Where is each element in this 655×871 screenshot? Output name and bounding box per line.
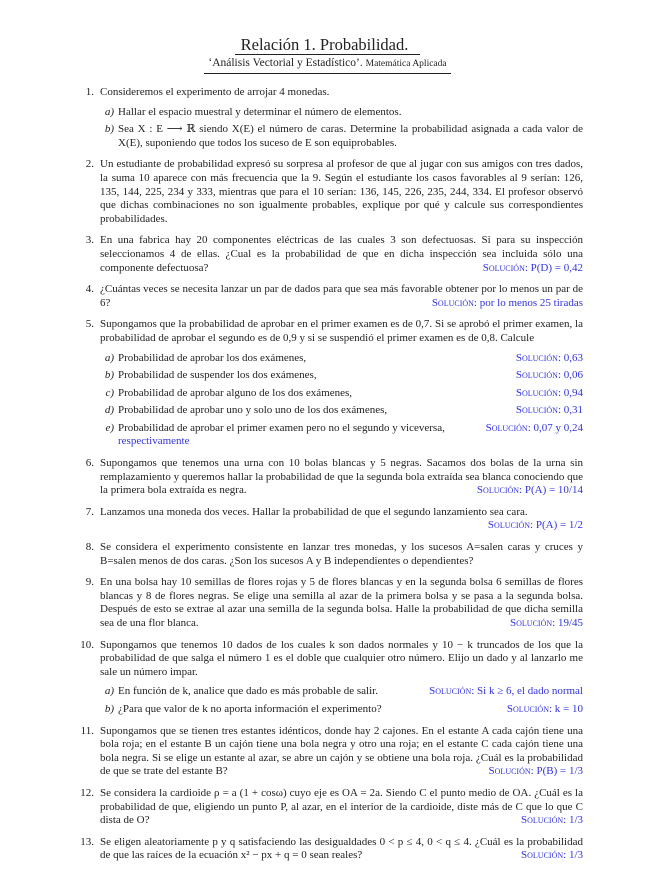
exercise-10b: [104, 702, 583, 717]
solution-label: Solución:: [482, 261, 528, 274]
exercise-13: [80, 835, 583, 863]
subitem-letter: a): [104, 685, 114, 698]
solution-label: Solución:: [515, 386, 561, 399]
solution: [516, 352, 583, 366]
exercise-number: 5.: [85, 318, 94, 331]
subitem-letter: d): [104, 404, 114, 417]
subitem-letter: b): [104, 123, 114, 136]
solution-label: Solución:: [515, 404, 561, 417]
solution-value: P(A) = 10/14: [524, 484, 583, 497]
solution-value: 1/3: [568, 814, 583, 827]
solution: [516, 404, 583, 418]
subitem-text: Sea X : E ⟶ ℝ siendo X(E) el número de caras. Determine la probabilidad asignada a cada valor de X(E), suponiendo que todos los suceso de E son equiprobables.: [118, 123, 583, 149]
subitem-text: Probabilidad de aprobar los dos exámenes,: [118, 351, 307, 364]
exercise-11: [80, 724, 583, 779]
subitem-text: Probabilidad de suspender los dos exámenes,: [118, 369, 317, 382]
exercise-number: 3.: [85, 234, 94, 247]
exercise-number: 7.: [85, 505, 94, 518]
exercise-number: 6.: [85, 457, 94, 470]
exercise-5e: [105, 421, 583, 449]
exercise-text: En una bolsa hay 10 semillas de flores rojas y 5 de flores blancas y en la segunda bolsa 6 semillas de flores blancas y 8 de flores negras. Se elige una semilla al azar de la primera bolsa y se pasa a la segunda bolsa. Después de esto se extrae al azar una semilla de la segunda bolsa. Halle la probabilidad de que dicha semilla sea de una flor blanca.: [100, 576, 583, 629]
solution-label: Solución:: [515, 351, 561, 364]
subitem-letter: a): [104, 351, 114, 364]
exercise-number: 2.: [85, 158, 94, 171]
exercise-12: [80, 786, 583, 828]
exercise-number: 10.: [80, 638, 94, 651]
exercise-number: 4.: [85, 283, 94, 296]
exercise-number: 12.: [80, 786, 94, 799]
exercise-text: Supongamos que la probabilidad de aprobar en el primer examen es de 0,7. Si se aprobó el primer examen, la probabilidad de aprobar el segundo es de 0,9 y si se suspendió el primer examen es de 0,8. Calcule: [100, 318, 583, 344]
subitem-letter: c): [105, 386, 114, 399]
solution-label: Solución:: [506, 702, 553, 715]
exercise-text: Se eligen aleatoriamente p y q satisfaciendo las desigualdades 0 < p ≤ 4, 0 < q ≤ 4. ¿Cuál es la probabilidad de que las raíces de la ecuación x² − px + q = 0 sean reales?: [100, 835, 583, 862]
solution: [516, 387, 583, 401]
solution-continuation: respectivamente: [118, 435, 190, 448]
solution-label: Solución:: [431, 296, 477, 309]
exercise-1a: [104, 105, 583, 120]
course-name: ‘Análisis Vectorial y Estadístico’.: [208, 57, 363, 69]
solution: [432, 297, 583, 311]
solution: [516, 369, 583, 383]
solution-label: Solución:: [488, 765, 534, 778]
solution: [521, 849, 583, 863]
subitem-letter: a): [104, 105, 114, 118]
subitem-text: Hallar el espacio muestral y determinar el número de elementos.: [118, 105, 402, 118]
exercise-5a: [104, 351, 583, 366]
exercise-1: [85, 86, 583, 150]
subitem-text: ¿Para que valor de k no aporta información el experimento?: [118, 702, 382, 715]
solution-label: Solución:: [429, 685, 475, 698]
exercise-text: Se considera la cardioide ρ = a (1 + cosω) cuyo eje es OA = 2a. Siendo C el punto medio de OA. ¿Cuál es la probabilidad de que, eligiendo un punto P, al azar, en el interior de la cardioide, diste más de C que lo que C dista de O?: [100, 786, 583, 827]
exercise-number: 1.: [85, 86, 94, 98]
exercise-list: [80, 86, 583, 863]
exercise-text: ¿Cuántas veces se necesita lanzar un par de dados para que sea más favorable obtener por lo menos un par de 6?: [100, 283, 583, 309]
exercise-1b: [104, 123, 583, 150]
solution: [507, 703, 583, 717]
exercise-number: 8.: [85, 541, 94, 554]
solution-value: 0,63: [563, 351, 583, 364]
solution: [486, 422, 583, 436]
solution-value: Si k ≥ 6, el dado normal: [477, 685, 583, 698]
solution: [100, 519, 583, 533]
solution-value: k = 10: [554, 702, 583, 715]
exercise-5b: [104, 369, 583, 383]
exercise-text: Supongamos que se tienen tres estantes idénticos, donde hay 2 cajones. En el estante A cada cajón tiene una bola roja; en el estante B un cajón tiene una bola negra y otro una roja; en el estante C cada cajón tiene una bola negra. Si se elige un estante al azar, se abre un cajón y se obtiene una bola roja. ¿Cuál es la probabilidad de que se trate del estante B?: [100, 724, 583, 778]
exercise-2: [85, 158, 583, 226]
exercise-text: Un estudiante de probabilidad expresó su sorpresa al profesor de que al jugar con sus amigos con tres dados, la suma 10 aparece con más frecuencia que la 9. Según el estudiante los casos favorables al 9 serían: 126, 135, 144, 225, 234 y 333, mientras que para el 10 serían: 136, 145, 226, 235, 244, 334. El profesor observó que dichas combinaciones no son igualmente probables, explique por qué y calcule sus correspondientes probabilidades.: [100, 158, 583, 225]
solution-label: Solución:: [510, 617, 556, 629]
exercise-5d: [104, 404, 583, 418]
exercise-3: [85, 234, 583, 275]
solution-value: por lo menos 25 tiradas: [479, 296, 583, 309]
solution-label: Solución:: [476, 484, 523, 497]
solution-label: Solución:: [515, 369, 561, 382]
exercise-8: [85, 541, 583, 568]
solution-value: 0,94: [563, 386, 583, 399]
solution-value: P(D) = 0,42: [530, 261, 583, 274]
exercise-number: 13.: [80, 835, 94, 848]
solution-label: Solución:: [521, 814, 567, 827]
solution-label: Solución:: [485, 421, 531, 434]
title-text: Relación 1. Probabilidad.: [235, 35, 421, 55]
solution-value: P(A) = 1/2: [535, 519, 583, 532]
subitem-text: Probabilidad de aprobar el primer examen pero no el segundo y viceversa,: [118, 421, 445, 434]
exercise-text: Supongamos que tenemos 10 dados de los cuales k son dados normales y 10 − k truncados de los que la probabilidad de que salga el número 1 es el doble que cualquier otro número. Elijo un dado y al lanzarlo me sale un número impar.: [100, 638, 583, 678]
exercise-5: [85, 318, 583, 449]
exercise-text: Consideremos el experimento de arrojar 4 monedas.: [100, 86, 330, 98]
solution-label: Solución:: [487, 519, 534, 532]
exercise-number: 11.: [80, 724, 94, 737]
solution: [489, 765, 583, 779]
document-title: [0, 0, 655, 54]
solution: [429, 685, 583, 699]
exercise-10a: [104, 685, 583, 699]
solution-value: 19/45: [557, 617, 583, 629]
exercise-5c: [105, 386, 583, 401]
exercise-text: En una fabrica hay 20 componentes eléctricas de las cuales 3 son defectuosas. Si para su inspección seleccionamos 4 de ellas. ¿Cual es la probabilidad de que en dicha inspección sea incluida sólo una componente defectuosa?: [100, 234, 583, 274]
solution: [477, 484, 583, 498]
solution-value: 1/3: [568, 849, 583, 862]
subitem-text: En función de k, analice que dado es más probable de salir.: [118, 685, 378, 698]
solution-value: 0,07 y 0,24: [533, 421, 583, 434]
solution-value: P(B) = 1/3: [536, 765, 583, 778]
exercise-text: Lanzamos una moneda dos veces. Hallar la probabilidad de que el segundo lanzamiento sea cara.: [100, 505, 528, 518]
document-subtitle: [0, 56, 655, 74]
solution: [521, 814, 583, 828]
solution: [510, 617, 583, 631]
department-name: Matemática Aplicada: [365, 59, 447, 69]
exercise-6: [85, 457, 583, 498]
exercise-text: Supongamos que tenemos una urna con 10 bolas blancas y 5 negras. Sacamos dos bolas de la urna sin remplazamiento y queremos hallar la probabilidad de que la segunda bola extraída sea blanca conociendo que la primera bola extraída es negra.: [100, 457, 583, 497]
exercise-text: Se considera el experimento consistente en lanzar tres monedas, y los sucesos A=salen caras y cruces y B=salen menos de dos caras. ¿Son los sucesos A y B independientes o dependientes?: [100, 541, 583, 567]
subitem-letter: b): [104, 369, 114, 382]
exercise-7: [85, 505, 583, 533]
exercise-number: 9.: [85, 576, 94, 589]
subitem-text: Probabilidad de aprobar alguno de los dos exámenes,: [118, 386, 352, 399]
subitem-letter: e): [105, 421, 114, 434]
solution-label: Solución:: [521, 849, 567, 862]
solution: [483, 262, 583, 276]
exercise-4: [85, 283, 583, 310]
subitem-letter: b): [104, 702, 114, 715]
solution-value: 0,06: [563, 369, 583, 382]
solution-value: 0,31: [563, 404, 583, 417]
exercise-10: [80, 638, 583, 717]
exercise-9: [85, 576, 583, 630]
subitem-text: Probabilidad de aprobar uno y solo uno de los dos exámenes,: [118, 404, 388, 417]
